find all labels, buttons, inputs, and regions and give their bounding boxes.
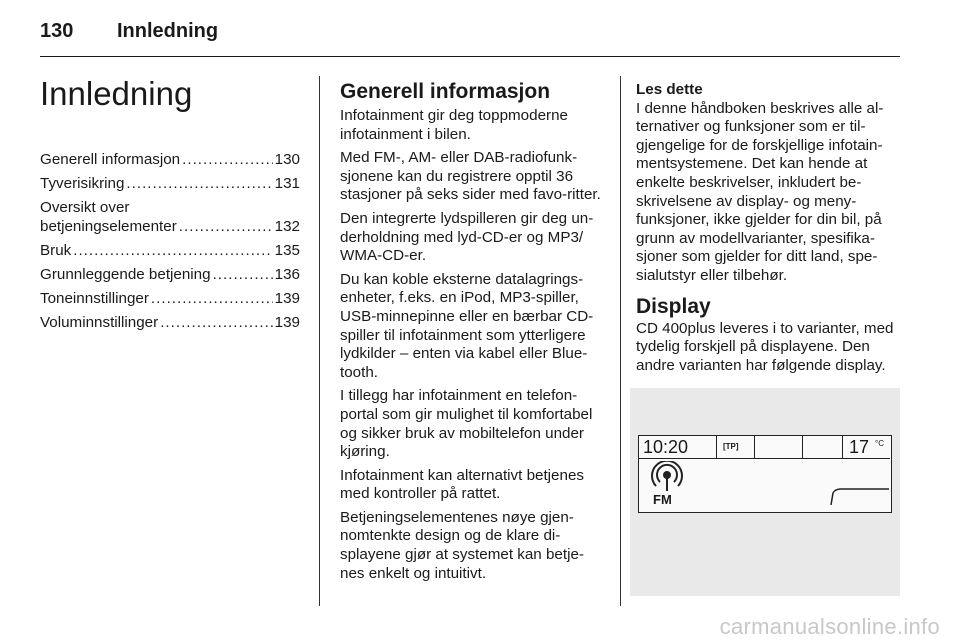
toc-entry[interactable] [40, 241, 300, 260]
display-clock: 10:20 [643, 437, 689, 457]
column-divider [319, 76, 320, 606]
table-of-contents [40, 150, 300, 337]
toc-page: 136 [274, 266, 300, 283]
radio-broadcast-icon [649, 461, 685, 493]
toc-label: Toneinnstillinger [40, 290, 149, 307]
toc-entry[interactable] [40, 174, 300, 193]
toc-leader [151, 289, 273, 308]
body-paragraph: Betjeningselementenes nøye gjen-nomtenkte design og de klare di-splayene gjør at systemet kan betje-nes enkelt og intuitivt. [340, 508, 584, 582]
toc-label: Generell informasjon [40, 151, 181, 168]
body-paragraph: I tillegg har infotainment en telefon-portal som gir mulighet til komfortabel og sikker bruk av mobiltelefon under kjøring. [340, 387, 593, 461]
toc-leader [126, 174, 272, 193]
body-paragraph: Infotainment kan alternativt betjenes med kontroller på rattet. [340, 466, 584, 503]
column-divider [620, 76, 621, 606]
running-head: Innledning [117, 20, 219, 42]
header-rule [40, 56, 900, 57]
display-illustration [630, 388, 900, 596]
section-heading: Generell informasjon [340, 80, 551, 103]
display-status-bar [639, 436, 890, 459]
status-cell [803, 436, 843, 458]
signal-curve [827, 481, 891, 507]
note-body: I denne håndboken beskrives alle al-ternativer og funksjoner som er til-gjengelige for de forskjellige infotain-mentsystemene. Det kan hende at enkelte beskrivelser, inkludert be-skrivelsene av display- og meny-funksjoner, ikke gjelder for din bil, på grunn av modellvarianter, spesifika-sjoner som gjelder for ditt land, spe-sialutstyr eller tilbehør. [636, 99, 884, 284]
body-paragraph: Med FM-, AM- eller DAB-radiofunk-sjonene kan du registrere opptil 36 stasjoner på seks sider med favo-ritter. [340, 149, 601, 204]
body-paragraph: Den integrerte lydspilleren gir deg un-derholdning med lyd-CD-er og MP3/ WMA-CD-er. [340, 209, 594, 265]
band-label: FM [653, 492, 672, 507]
toc-leader [213, 265, 273, 284]
toc-entry[interactable] [40, 289, 300, 308]
general-info-column [340, 80, 602, 588]
toc-entry[interactable] [40, 198, 300, 236]
note-heading: Les dette [636, 81, 703, 98]
chapter-title: Innledning [40, 75, 193, 112]
toc-label: Tyverisikring [40, 175, 125, 192]
toc-label-line: Oversikt over [40, 199, 130, 216]
toc-page: 132 [274, 218, 300, 235]
status-cell [755, 436, 803, 458]
page-number: 130 [40, 20, 74, 42]
watermark: carmanualsonline.info [719, 614, 940, 639]
body-paragraph: Du kan koble eksterne datalagrings-enheter, f.eks. en iPod, MP3-spiller, USB-minnepinne eller en bærbar CD-spiller til infotainment som ytterligere lydkilder – enten via kabel eller Blue-tooth. [340, 270, 594, 381]
body-paragraph: CD 400plus leveres i to varianter, med tydelig forskjell på displayene. Den andre varianten har følgende display. [636, 319, 894, 374]
toc-leader [182, 150, 273, 169]
note-column [636, 81, 902, 375]
toc-label: Bruk [40, 242, 72, 259]
toc-leader [160, 313, 272, 332]
toc-leader [179, 217, 273, 236]
display-temperature: 17 [849, 437, 870, 457]
toc-label: Grunnleggende betjening [40, 266, 211, 283]
toc-entry[interactable] [40, 150, 300, 169]
toc-page: 135 [274, 242, 300, 259]
body-paragraph: Infotainment gir deg toppmoderne infotainment i bilen. [340, 107, 568, 143]
temperature-unit: °C [875, 439, 884, 448]
toc-page: 130 [274, 151, 300, 168]
display-screen [638, 435, 892, 513]
toc-page: 131 [274, 175, 300, 192]
toc-label: betjeningselementer [40, 218, 177, 235]
tp-indicator: [TP] [723, 442, 739, 451]
toc-leader [73, 241, 272, 260]
toc-entry[interactable] [40, 313, 300, 332]
toc-label: Voluminnstillinger [40, 314, 159, 331]
toc-entry[interactable] [40, 265, 300, 284]
toc-page: 139 [274, 290, 300, 307]
toc-page: 139 [274, 314, 300, 331]
section-heading: Display [636, 294, 711, 318]
